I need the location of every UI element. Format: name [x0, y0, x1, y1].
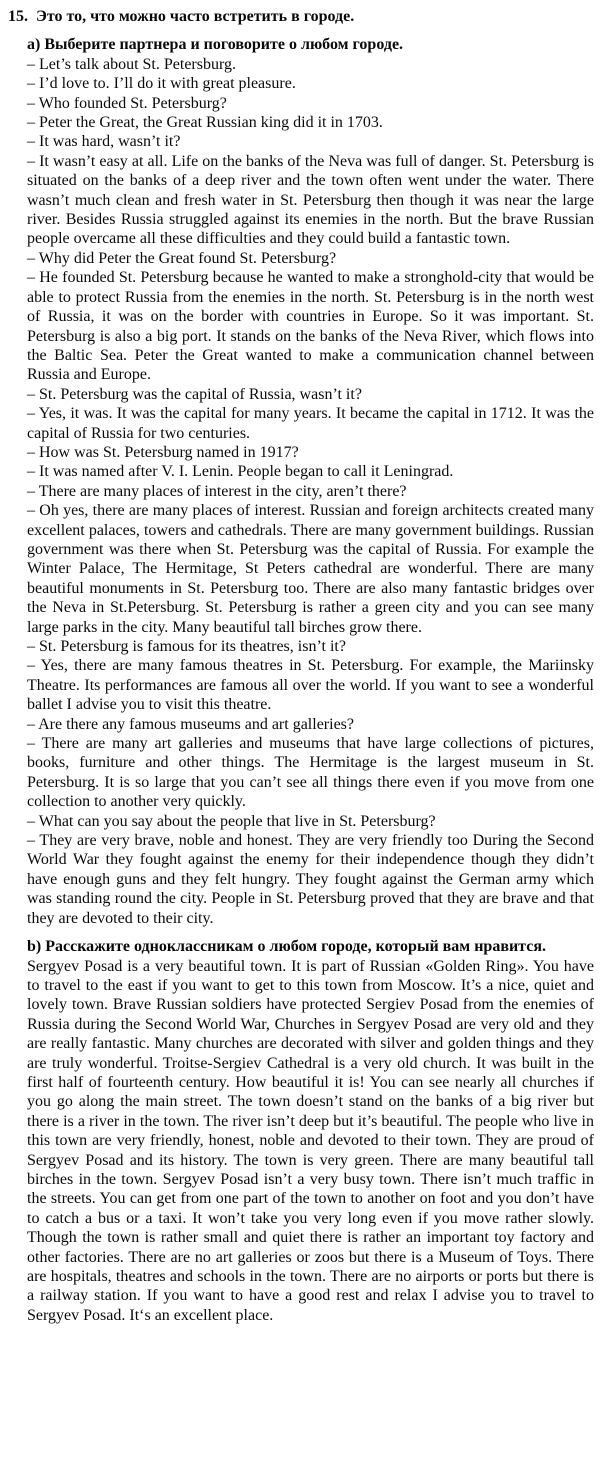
dialogue-line: – Are there any famous museums and art galleries? — [27, 715, 354, 733]
section-a-heading: а) Выберите партнера и поговорите о любом городе. — [27, 36, 404, 54]
dialogue-line: – St. Petersburg is famous for its theatres, isn’t it? — [27, 638, 346, 655]
dialogue-line: – There are many places of interest in the city, aren’t there? — [27, 482, 407, 500]
dialogue-line: – St. Petersburg was the capital of Russia, wasn’t it? — [27, 385, 362, 403]
dialogue-line: – It was named after V. I. Lenin. People began to call it Leningrad. — [27, 463, 454, 481]
dialogue-line: – There are many art galleries and museums that have large collections of pictures, books, furniture and other things. The Hermitage is the largest museum in St. Petersburg. It is so large that you can’t see all things there even if you move from one collection to another very quickly. — [27, 735, 594, 811]
section-a-dialogue — [27, 55, 594, 928]
dialogue-line: – Why did Peter the Great found St. Petersburg? — [27, 249, 337, 267]
dialogue-line: – What can you say about the people that live in St. Petersburg? — [27, 812, 436, 830]
dialogue-line: – Oh yes, there are many places of interest. Russian and foreign architects created many excellent palaces, towers and cathedrals. There are many government buildings. Russian government was there when St. Petersburg was the capital of Russia. For example the Winter Palace, The Hermitage, St Peters cathedral are wonderful. There are many beautiful monuments in St. Petersburg too. There are also many fantastic bridges over the Neva in St.Petersburg. St. Petersburg is rather a green city and you can see many large parks in the city. Many beautiful tall birches grow there. — [27, 502, 594, 636]
exercise-number: 15. — [8, 8, 28, 25]
dialogue-line: – Yes, it was. It was the capital for many years. It became the capital in 1712. It was the capital of Russia for two centuries. — [27, 405, 594, 442]
dialogue-line: – I’d love to. I’ll do it with great pleasure. — [27, 75, 296, 93]
dialogue-line: – Peter the Great, the Great Russian king did it in 1703. — [27, 114, 383, 132]
exercise-content — [8, 35, 594, 1325]
dialogue-line: – He founded St. Petersburg because he wanted to make a stronghold-city that would be able to protect Russia from the enemies in the north. St. Petersburg is in the north west of Russia, it was on the border with countries in Europe. So it was important. St. Petersburg is also a big port. It stands on the banks of the Neva River, which flows into the Baltic Sea. Peter the Great wanted to make a communication channel between Russia and Europe. — [27, 269, 594, 384]
dialogue-line: – Let’s talk about St. Petersburg. — [27, 55, 237, 73]
section-b-paragraph: Sergyev Posad is a very beautiful town. It is part of Russian «Golden Ring». You have to travel to the east if you want to get to this town from Moscow. It’s a nice, quiet and lovely town. Brave Russian soldiers have protected Sergiev Posad from the enemies of Russia during the Second World War, Churches in Sergyev Posad are very old and they are really fantastic. Many churches are decorated with silver and golden things and they are truly wonderful. Troitse-Sergiev Cathedral is a very old church. It was built in the first half of fourteenth century. How beautiful it is! You can see nearly all churches if you go along the main street. The town doesn’t stand on the banks of a big river but there is a river in the town. The river isn’t deep but it’s beautiful. The people who live in this town are very friendly, honest, noble and devoted to their town. They are proud of Sergyev Posad and its history. The town is very green. There are many beautiful tall birches in the town. Sergyev Posad isn’t a very busy town. There isn’t much traffic in the streets. You can get from one part of the town to another on foot and you don’t have to catch a bus or a taxi. It won’t take you very long even if you move rather slowly. Though the town is rather small and quiet there is rather an important toy factory and other factories. There are no art galleries or zoos but there is a Museum of Toys. There are hospitals, theatres and schools in the town. There are no airports or ports but there is a railway station. If you want to have a good rest and relax I advise you to travel to Sergyev Posad. It‘s an excellent place. — [27, 957, 594, 1324]
dialogue-line: – How was St. Petersburg named in 1917? — [27, 443, 299, 461]
section-b-heading: b) Расскажите одноклассникам о любом городе, который вам нравится. — [27, 938, 546, 956]
exercise-title: Это то, что можно часто встретить в городе. — [36, 8, 355, 25]
dialogue-line: – Yes, there are many famous theatres in St. Petersburg. For example, the Mariinsky Theatre. Its performances are famous all over the world. If you want to see a wonderful ballet I advise you to visit this theatre. — [27, 657, 594, 714]
dialogue-line: – It was hard, wasn’t it? — [27, 133, 181, 151]
exercise-header — [8, 7, 594, 26]
dialogue-line: – Who founded St. Petersburg? — [27, 94, 227, 112]
dialogue-line: – They are very brave, noble and honest. They are very friendly too During the Second World War they fought against the enemy for their independence though they didn’t have enough guns and they felt hungry. They fought against the German army which was standing round the city. People in St. Petersburg proved that they are brave and that they are devoted to their city. — [27, 832, 594, 927]
dialogue-line: – It wasn’t easy at all. Life on the banks of the Neva was full of danger. St. Petersburg is situated on the banks of a deep river and the town often went under the water. There wasn’t much clean and fresh water in St. Petersburg then though it was near the large river. Besides Russia struggled against its enemies in the north. But the brave Russian people overcame all these difficulties and they could build a fantastic town. — [27, 152, 594, 248]
